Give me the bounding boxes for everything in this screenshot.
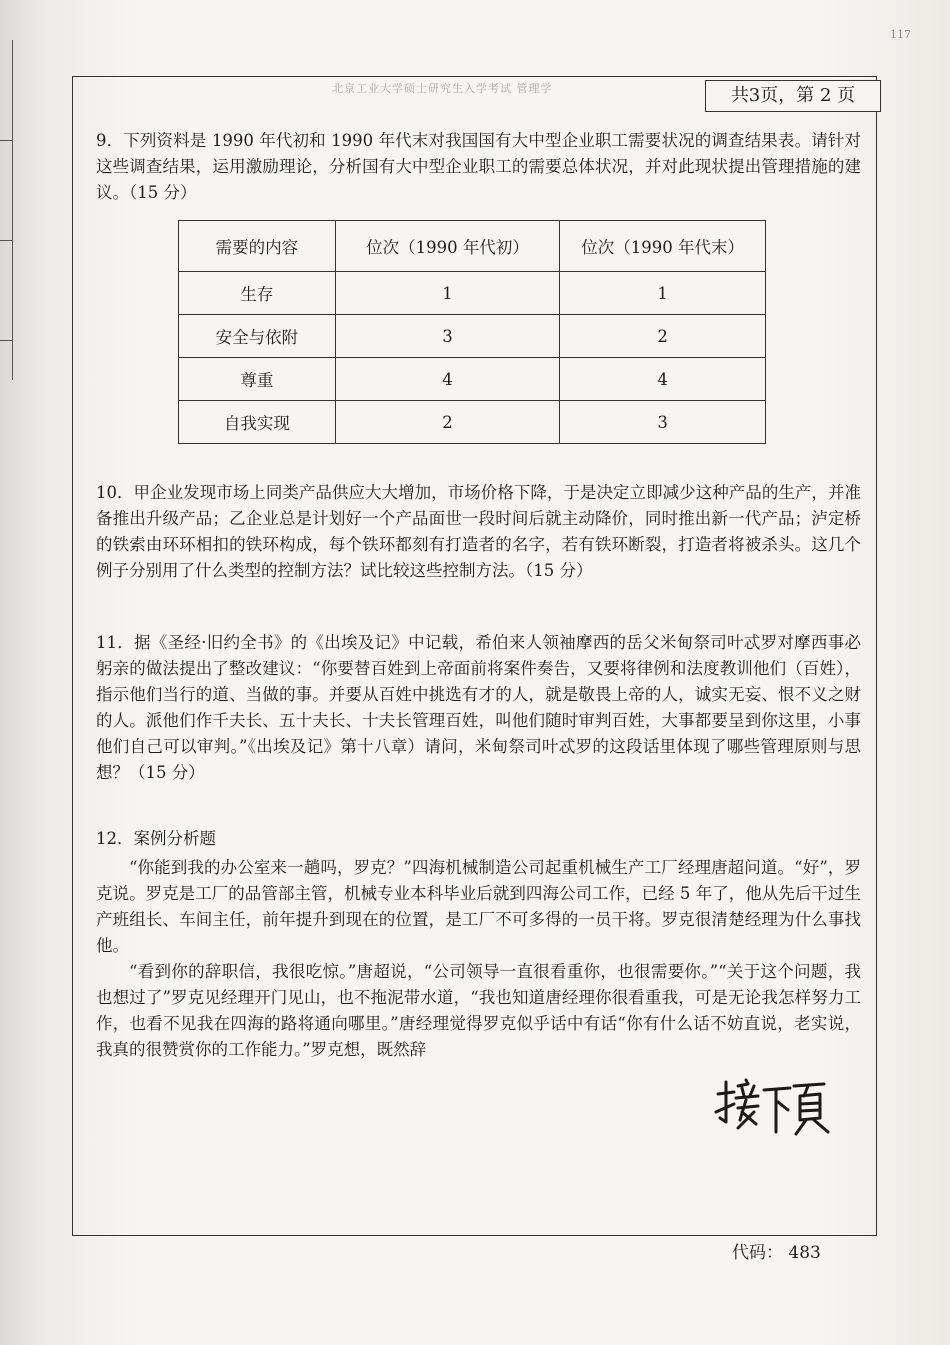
header-bleed-through: 北京工业大学硕士研究生入学考试 管理学	[332, 82, 553, 95]
case-paragraph: “看到你的辞职信，我很吃惊。”唐超说，“公司领导一直很看重你，也很需要你。”“关于这个问题，我也想过了”罗克见经理开门见山，也不拖泥带水道，“我也知道唐经理你很看重我，可是无论我怎样努力工作，也看不见我在四海的路将通向哪里。”唐经理觉得罗克似乎话中有话“你有什么话不妨直说，老实说，我真的很赞赏你的工作能力。”罗克想，既然辞	[96, 962, 861, 1059]
question-11-text: 11．据《圣经·旧约全书》的《出埃及记》中记载，希伯来人领袖摩西的岳父米甸祭司叶忒罗对摩西事必躬亲的做法提出了整改建议：“你要替百姓到上帝面前将案件奏告，又要将律例和法度教训他们（百姓），指示他们当行的道、当做的事。并要从百姓中挑选有才的人，就是敬畏上帝的人，诚实无妄、恨不义之财的人。派他们作千夫长、五十夫长、十夫长管理百姓，叫他们随时审判百姓，大事都要呈到你这里，小事他们自己可以审判。”《出埃及记》第十八章）请问，米甸祭司叶忒罗的这段话里体现了哪些管理原则与思想？（15 分）	[96, 633, 861, 782]
table-cell: 3	[335, 315, 560, 358]
survey-table	[178, 220, 766, 444]
table-cell: 4	[560, 358, 766, 401]
question-9-text: 9．下列资料是 1990 年代初和 1990 年代末对我国国有大中型企业职工需要状况的调查结果表。请针对这些调查结果，运用激励理论，分析国有大中型企业职工的需要总体状况，并对此现状提出管理措施的建议。（15 分）	[96, 131, 861, 202]
question-11	[96, 630, 861, 786]
table-cell: 2	[560, 315, 766, 358]
table-header-cell: 需要的内容	[179, 221, 336, 272]
table-row	[179, 358, 766, 401]
question-9	[96, 128, 861, 206]
table-header-cell: 位次（1990 年代初）	[335, 221, 560, 272]
table-header-row	[179, 221, 766, 272]
question-10	[96, 480, 861, 584]
table-cell: 生存	[179, 272, 336, 315]
question-10-text: 10．甲企业发现市场上同类产品供应大大增加，市场价格下降，于是决定立即减少这种产品的生产，并准备推出升级产品；乙企业总是计划好一个产品面世一段时间后就主动降价，同时推出新一代产品；泸定桥的铁索由环环相扣的铁环构成，每个铁环都刻有打造者的名字，若有铁环断裂，打造者将被杀头。这几个例子分别用了什么类型的控制方法？试比较这些控制方法。（15 分）	[96, 483, 861, 580]
table-row	[179, 401, 766, 444]
left-edge-fragment	[0, 40, 13, 380]
table-cell: 1	[560, 272, 766, 315]
handwritten-note	[712, 1078, 832, 1140]
table-cell: 1	[335, 272, 560, 315]
table-row	[179, 315, 766, 358]
table-cell: 4	[335, 358, 560, 401]
table-header-cell: 位次（1990 年代末）	[560, 221, 766, 272]
table-cell: 3	[560, 401, 766, 444]
table-cell: 2	[335, 401, 560, 444]
table-cell: 安全与依附	[179, 315, 336, 358]
table-cell: 尊重	[179, 358, 336, 401]
top-margin-mark: 117	[890, 28, 911, 41]
question-12-title: 12．案例分析题	[96, 829, 216, 848]
case-paragraph: “你能到我的办公室来一趟吗，罗克？”四海机械制造公司起重机械生产工厂经理唐超问道。“好”，罗克说。罗克是工厂的品管部主管，机械专业本科毕业后就到四海公司工作，已经 5 年了，他从先后干过生产班组长、车间主任，前年提升到现在的位置，是工厂不可多得的一员干将。罗克很清楚经理为什么事找他。	[96, 858, 861, 955]
question-12	[96, 826, 861, 1063]
page-indicator: 共3页，第 2 页	[705, 80, 881, 112]
exam-code: 代码： 483	[732, 1243, 821, 1263]
table-cell: 自我实现	[179, 401, 336, 444]
table-row	[179, 272, 766, 315]
